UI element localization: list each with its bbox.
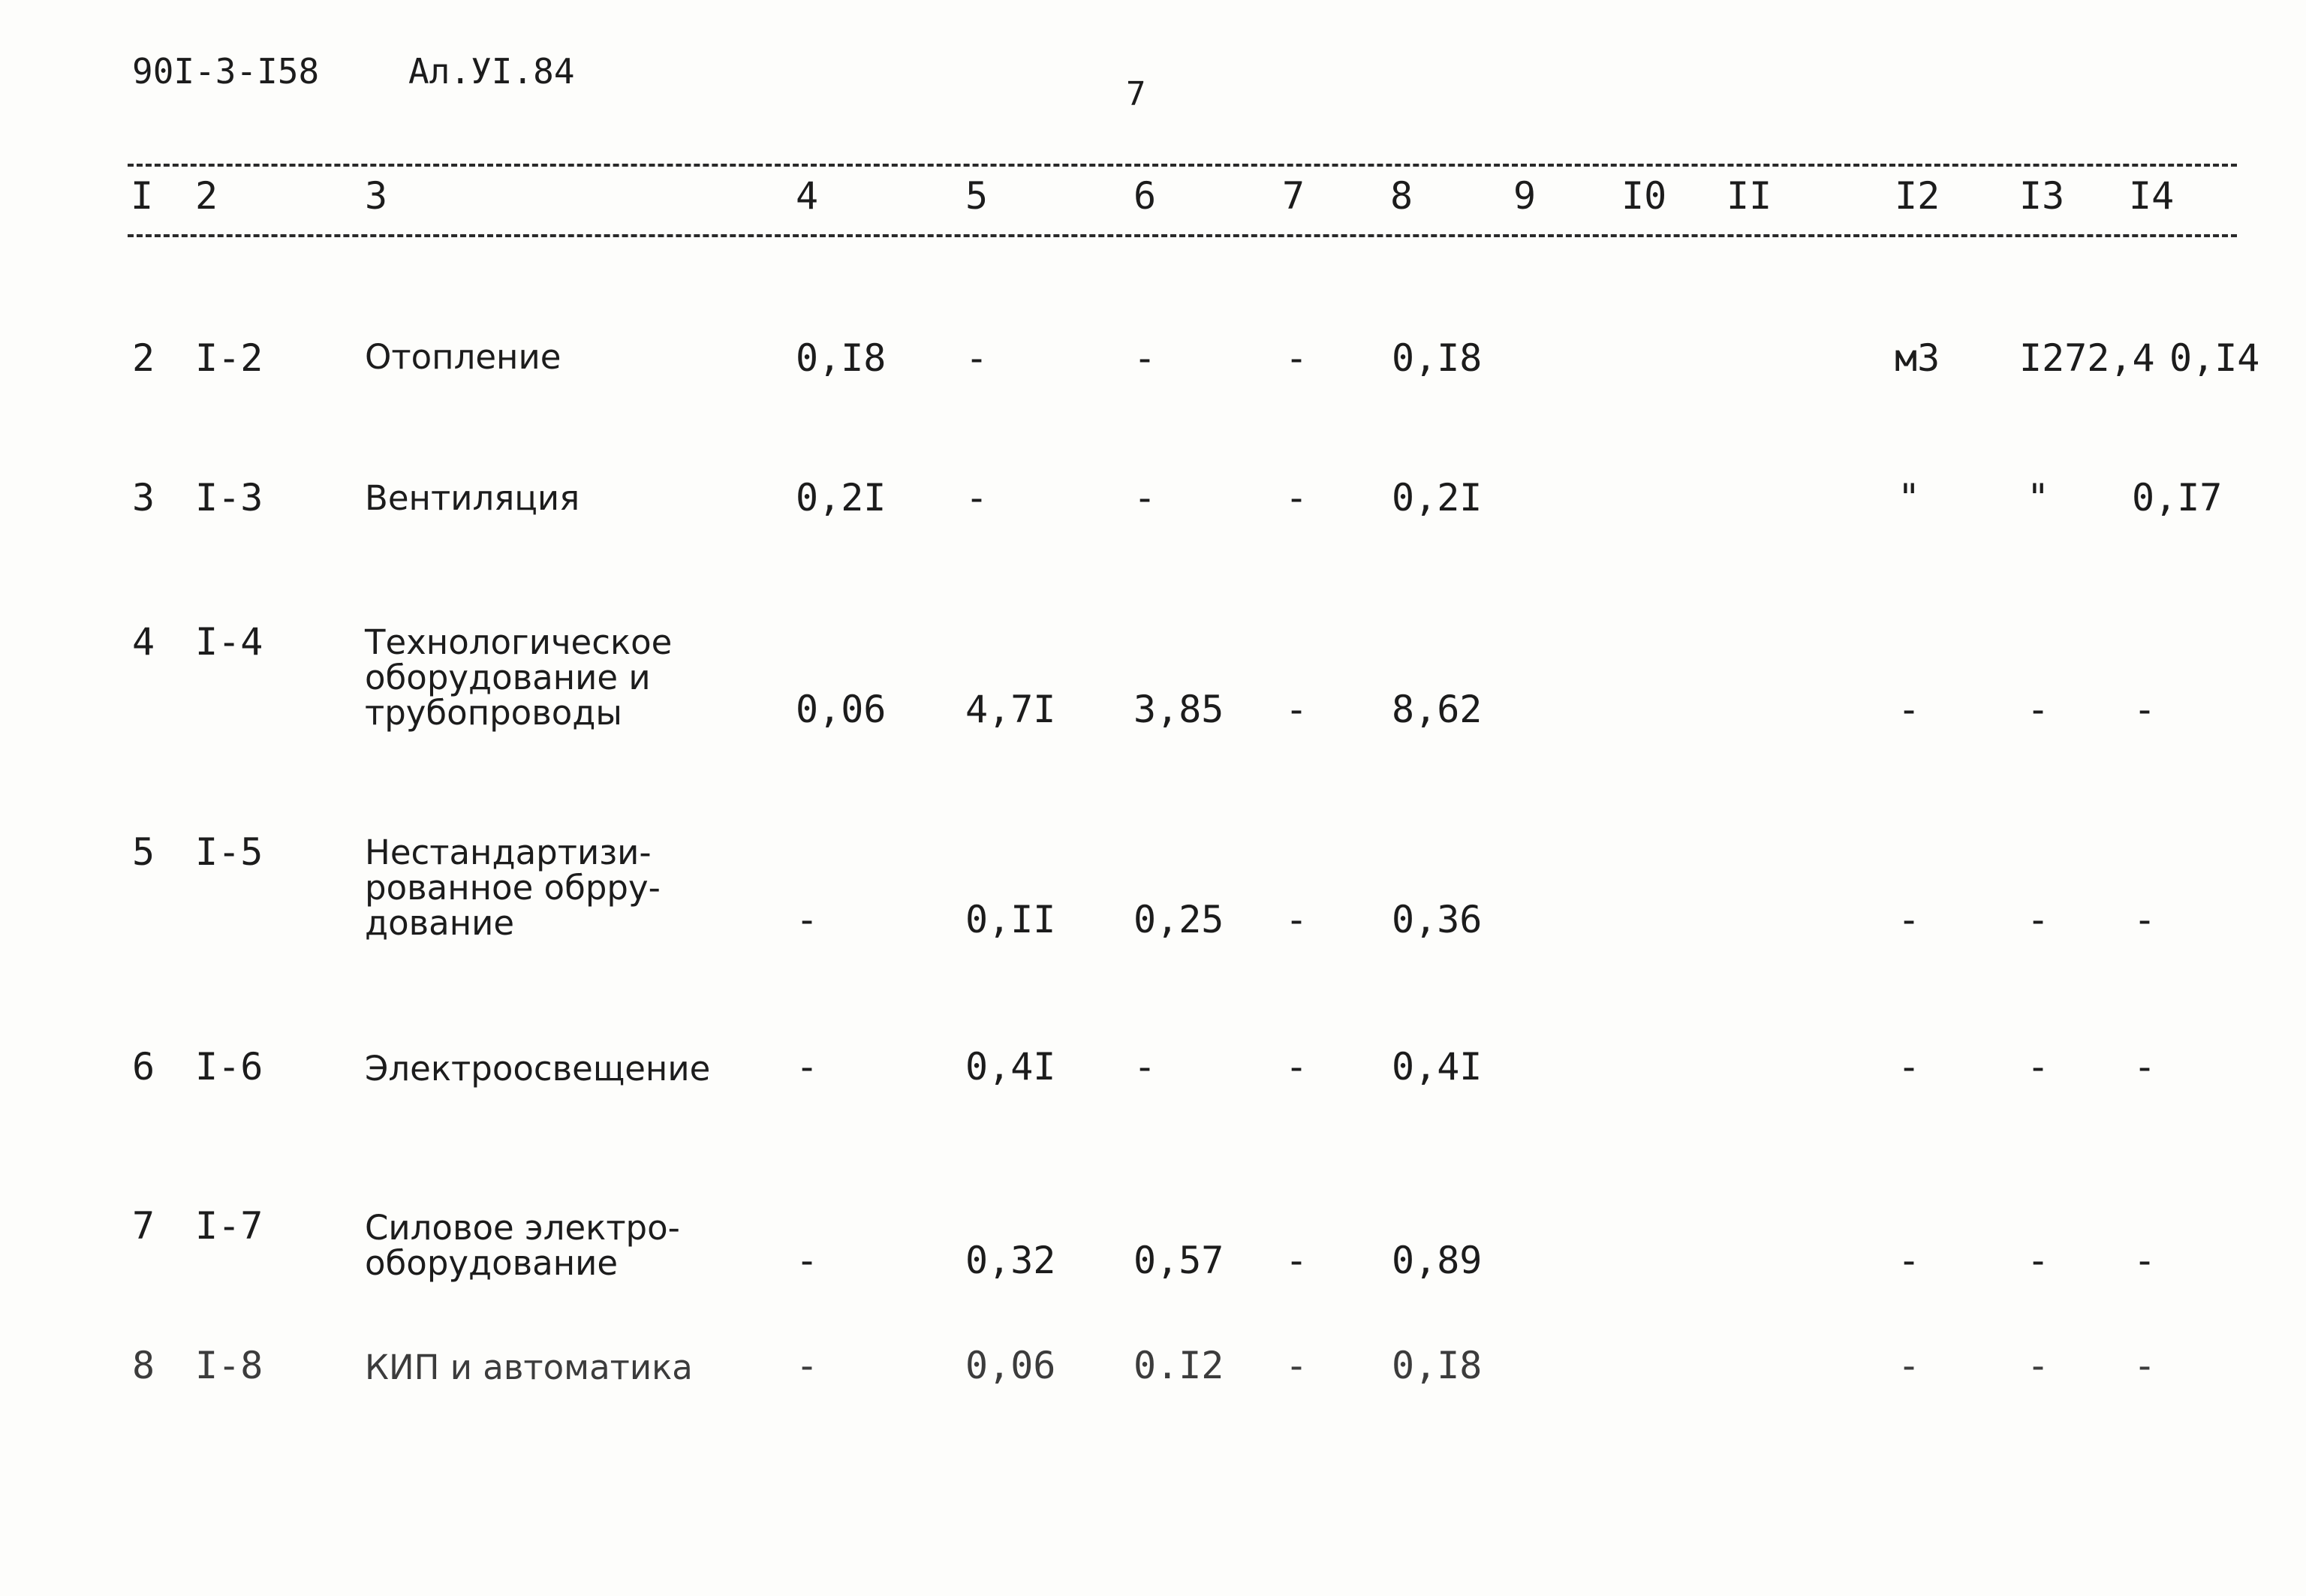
row-code: I-3 (195, 476, 263, 519)
column-number: I (131, 174, 154, 218)
row-name (365, 835, 661, 941)
row-code: I-5 (195, 830, 263, 874)
cell-col4: 0,I8 (796, 336, 887, 380)
cell-col7: - (1285, 688, 1308, 731)
row-name (365, 1350, 693, 1385)
row-name (365, 339, 561, 375)
cell-col8: 0,I8 (1392, 1344, 1483, 1387)
cell-col12: - (1898, 1045, 1921, 1089)
cell-col14: - (2133, 898, 2157, 941)
row-name (365, 1049, 711, 1089)
column-number: II (1726, 174, 1772, 218)
cell-col7: - (1285, 1239, 1308, 1282)
column-number: 9 (1513, 174, 1537, 218)
column-number: 7 (1282, 174, 1305, 218)
cell-col7: - (1285, 898, 1308, 941)
cell-col14: - (2133, 1045, 2157, 1089)
cell-col5: 0,32 (965, 1239, 1056, 1282)
cell-col13: - (2027, 1239, 2050, 1282)
cell-col14: 0,I7 (2132, 476, 2223, 519)
row-name-line: оборудование и (365, 658, 651, 697)
row-number: 3 (132, 476, 155, 519)
cell-col5: 4,7I (965, 688, 1056, 731)
row-code: I-8 (195, 1344, 263, 1387)
row-code: I-6 (195, 1045, 263, 1089)
row-name (365, 1210, 680, 1281)
row-name (365, 622, 673, 733)
column-number: 3 (365, 174, 388, 218)
cell-col8: 0,89 (1392, 1239, 1483, 1282)
row-name-line: оборудование (365, 1243, 619, 1283)
column-number: 2 (195, 174, 218, 218)
row-number: 6 (132, 1045, 155, 1089)
row-code: I-2 (195, 336, 263, 380)
cell-col7: - (1285, 1045, 1308, 1089)
cell-col14: - (2133, 1239, 2157, 1282)
cell-col14: 0,I4 (2169, 336, 2260, 380)
column-number: I4 (2129, 174, 2175, 218)
cell-col13: " (2027, 476, 2050, 519)
cell-col6: - (1133, 336, 1157, 380)
cell-col8: 8,62 (1392, 688, 1483, 731)
row-number: 4 (132, 620, 155, 664)
row-name-line: Электроосвещение (365, 1049, 711, 1089)
cell-col4: - (796, 1045, 819, 1089)
cell-col12: - (1898, 688, 1921, 731)
column-number: I2 (1895, 174, 1940, 218)
table-top-rule (128, 164, 2237, 167)
cell-col5: 0,06 (965, 1344, 1056, 1387)
cell-col6: 0.I2 (1133, 1344, 1224, 1387)
cell-col13: - (2027, 1045, 2050, 1089)
cell-col7: - (1285, 1344, 1308, 1387)
cell-col4: 0,2I (796, 476, 887, 519)
cell-col12: - (1898, 1344, 1921, 1387)
cell-col4: - (796, 1239, 819, 1282)
row-name-line: Нестандартизи- (365, 833, 652, 872)
cell-col12: " (1898, 476, 1921, 519)
row-code: I-4 (195, 620, 263, 664)
cell-col13: - (2027, 898, 2050, 941)
table-header-rule (128, 234, 2237, 237)
cell-col8: 0,2I (1392, 476, 1483, 519)
cell-col6: 0,25 (1133, 898, 1224, 941)
cell-col4: 0,06 (796, 688, 887, 731)
cell-col7: - (1285, 336, 1308, 380)
column-number: 8 (1390, 174, 1413, 218)
cell-col12: м3 (1895, 336, 1940, 380)
row-name-line: трубопроводы (365, 693, 622, 733)
cell-col5: - (965, 476, 989, 519)
row-name-line: КИП и автоматика (365, 1348, 693, 1387)
column-number: 5 (965, 174, 989, 218)
row-name-line: Отопление (365, 337, 561, 377)
cell-col5: 0,4I (965, 1045, 1056, 1089)
cell-col8: 0,4I (1392, 1045, 1483, 1089)
row-name-line: Силовое электро- (365, 1208, 680, 1248)
row-name-line: Вентиляция (365, 478, 580, 518)
cell-col13: - (2027, 1344, 2050, 1387)
cell-col14: - (2133, 688, 2157, 731)
cell-col14: - (2133, 1344, 2157, 1387)
row-name-line: Технологическое (365, 622, 673, 662)
column-number: 6 (1133, 174, 1157, 218)
row-number: 5 (132, 830, 155, 874)
cell-col6: 3,85 (1133, 688, 1224, 731)
album-number: Ал.УI.84 (408, 51, 575, 92)
cell-col12: - (1898, 1239, 1921, 1282)
row-code: I-7 (195, 1204, 263, 1248)
cell-col5: 0,II (965, 898, 1056, 941)
cell-col6: - (1133, 1045, 1157, 1089)
cell-col7: - (1285, 476, 1308, 519)
cell-col13: - (2027, 688, 2050, 731)
row-number: 2 (132, 336, 155, 380)
row-number: 7 (132, 1204, 155, 1248)
cell-col6: 0,57 (1133, 1239, 1224, 1282)
cell-col13: I272,4 (2019, 336, 2155, 380)
cell-col6: - (1133, 476, 1157, 519)
row-number: 8 (132, 1344, 155, 1387)
row-name (365, 480, 580, 516)
row-name-line: рованное обрру- (365, 868, 661, 908)
cell-col8: 0,36 (1392, 898, 1483, 941)
cell-col4: - (796, 898, 819, 941)
column-number: I3 (2019, 174, 2065, 218)
column-number: I0 (1621, 174, 1667, 218)
row-name-line: дование (365, 903, 515, 943)
cell-col5: - (965, 336, 989, 380)
page-number: 7 (1126, 75, 1146, 113)
document-code: 90I-3-I58 (132, 51, 320, 92)
column-number: 4 (796, 174, 819, 218)
cell-col8: 0,I8 (1392, 336, 1483, 380)
cell-col4: - (796, 1344, 819, 1387)
cell-col12: - (1898, 898, 1921, 941)
